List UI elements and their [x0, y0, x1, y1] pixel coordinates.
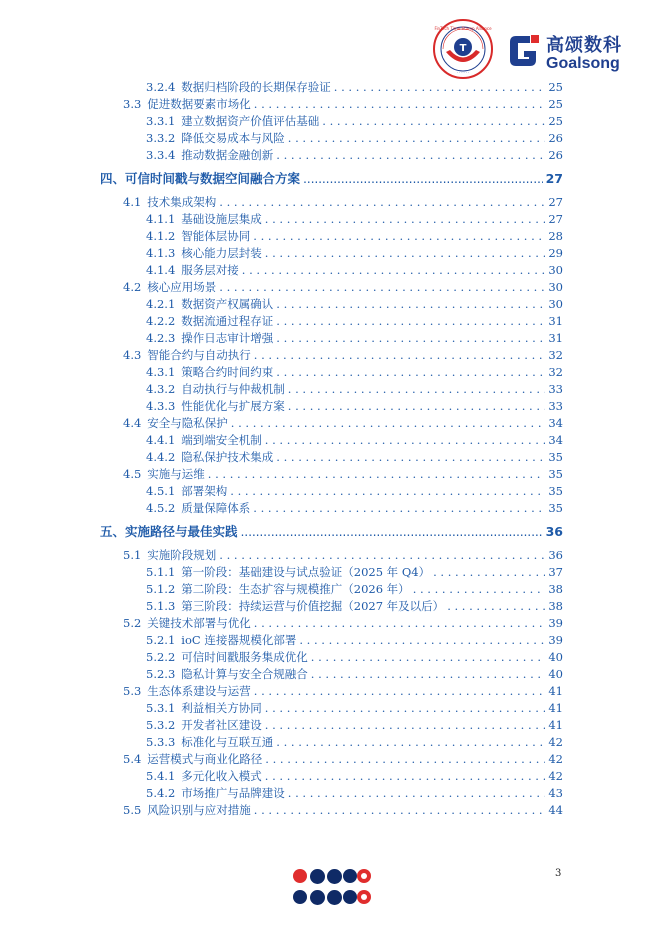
page-number: 3	[555, 868, 562, 879]
toc-dot-leader	[265, 717, 546, 734]
toc-dot-leader	[254, 96, 546, 113]
toc-entry[interactable]	[100, 802, 563, 819]
toc-entry-page: 34	[548, 433, 563, 447]
toc-dot-leader	[208, 466, 546, 483]
toc-entry[interactable]	[100, 700, 563, 717]
toc-entry-number: 5.3.3	[146, 735, 176, 749]
toc-dot-leader	[311, 649, 546, 666]
toc-dot-leader	[265, 768, 546, 785]
toc-entry-number: 5.1.2	[146, 582, 176, 596]
toc-dot-leader	[288, 398, 546, 415]
toc-entry[interactable]	[100, 262, 563, 279]
toc-dot-leader	[219, 279, 545, 296]
toc-dot-leader	[334, 79, 546, 96]
toc-entry-title: 降低交易成本与风险	[181, 131, 285, 145]
toc-entry[interactable]	[100, 547, 563, 564]
toc-entry-number: 4.3.3	[146, 399, 176, 413]
toc-entry-number: 4.3.2	[146, 382, 176, 396]
toc-entry-title: 操作日志审计增强	[181, 331, 274, 345]
toc-entry[interactable]	[100, 228, 563, 245]
toc-entry[interactable]	[100, 130, 563, 147]
toc-entry-title: 可信时间戳服务集成优化	[181, 650, 308, 664]
toc-dot-leader	[276, 330, 545, 347]
toc-entry-number: 4.4.2	[146, 450, 176, 464]
toc-entry-number: 3.3.1	[146, 114, 176, 128]
toc-dot-leader	[447, 598, 545, 615]
toc-entry-page: 31	[548, 331, 563, 345]
toc-entry-number: 5.3.2	[146, 718, 176, 732]
toc-entry[interactable]	[100, 147, 563, 164]
toc-dot-leader	[265, 432, 546, 449]
toc-entry-number: 5.2	[123, 616, 142, 630]
toc-entry-number: 5.2.1	[146, 633, 176, 647]
toc-entry-title: 关键技术部署与优化	[147, 616, 251, 630]
toc-entry-number: 4.1.4	[146, 263, 176, 277]
toc-entry-number: 5.1.1	[146, 565, 176, 579]
toc-dot-leader	[265, 245, 546, 262]
toc-entry[interactable]	[100, 96, 563, 113]
toc-entry-title: 基础设施层集成	[181, 212, 262, 226]
toc-entry-title: 标准化与互联互通	[181, 735, 274, 749]
toc-entry[interactable]	[100, 330, 563, 347]
toc-entry-page: 42	[548, 769, 563, 783]
toc-entry[interactable]	[100, 194, 563, 211]
toc-dot-leader	[219, 194, 545, 211]
toc-entry-number: 4.2.1	[146, 297, 176, 311]
brand-english-name: Goalsong	[546, 55, 620, 72]
toc-entry-title: 策略合约时间约束	[181, 365, 274, 379]
toc-dot-leader	[254, 347, 546, 364]
toc-entry-title: 实施阶段规划	[147, 548, 217, 562]
toc-entry-title: 数据归档阶段的长期保存验证	[181, 80, 331, 94]
toc-entry-number: 4.1.1	[146, 212, 176, 226]
toc-entry-number: 五、	[100, 524, 126, 539]
toc-entry[interactable]	[100, 432, 563, 449]
toc-dot-leader	[311, 666, 546, 683]
toc-entry[interactable]	[100, 649, 563, 666]
toc-entry-page: 26	[548, 131, 563, 145]
toc-chapter-entry[interactable]	[100, 164, 563, 194]
toc-entry-title: 数据流通过程存证	[181, 314, 274, 328]
toc-entry-page: 30	[548, 297, 563, 311]
toc-entry-title: ioC 连接器规模化部署	[181, 633, 297, 647]
toc-dot-leader	[253, 500, 545, 517]
toc-entry-title: 促进数据要素市场化	[147, 97, 251, 111]
toc-entry-title: 性能优化与扩展方案	[181, 399, 285, 413]
toc-entry[interactable]	[100, 279, 563, 296]
toc-dot-leader	[265, 751, 545, 768]
svg-text:FinTech Time-Stamp Alliance: FinTech Time-Stamp Alliance	[434, 26, 492, 31]
toc-dot-leader	[265, 700, 546, 717]
toc-entry-page: 41	[548, 701, 563, 715]
toc-entry-page: 35	[548, 450, 563, 464]
toc-entry-title: 推动数据金融创新	[181, 148, 274, 162]
toc-entry-page: 43	[548, 786, 563, 800]
toc-entry-page: 26	[548, 148, 563, 162]
toc-entry-page: 44	[548, 803, 563, 817]
toc-dot-leader	[253, 228, 545, 245]
toc-entry-page: 25	[548, 80, 563, 94]
toc-dot-leader	[276, 734, 545, 751]
toc-entry-number: 4.1	[123, 195, 142, 209]
goalsong-g-icon	[508, 32, 542, 70]
toc-entry-title: 风险识别与应对措施	[147, 803, 251, 817]
toc-entry-page: 41	[548, 718, 563, 732]
table-of-contents	[100, 79, 563, 819]
footer-dots-logo	[292, 866, 372, 908]
toc-entry-number: 5.4.1	[146, 769, 176, 783]
toc-entry-page: 30	[548, 280, 563, 294]
toc-entry-title: 智能体层协同	[181, 229, 251, 243]
toc-entry-page: 39	[548, 616, 563, 630]
toc-entry-title: 安全与隐私保护	[147, 416, 228, 430]
svg-text:· · · · · ·: · · · · · ·	[456, 71, 470, 75]
toc-entry-number: 4.4.1	[146, 433, 176, 447]
toc-entry-title: 服务层对接	[181, 263, 239, 277]
toc-dot-leader	[288, 381, 546, 398]
toc-entry-number: 4.3.1	[146, 365, 176, 379]
toc-entry[interactable]	[100, 615, 563, 632]
brand-name	[546, 36, 622, 72]
toc-entry[interactable]	[100, 381, 563, 398]
toc-dot-leader	[254, 802, 546, 819]
page-header	[0, 18, 662, 74]
toc-dot-leader	[231, 415, 546, 432]
toc-entry-page: 34	[548, 416, 563, 430]
toc-dot-leader	[276, 364, 545, 381]
toc-entry-title: 核心能力层封装	[181, 246, 262, 260]
toc-entry[interactable]	[100, 734, 563, 751]
toc-entry[interactable]	[100, 751, 563, 768]
toc-entry-page: 36	[545, 524, 563, 539]
toc-entry-number: 4.1.2	[146, 229, 176, 243]
toc-entry-page: 32	[548, 365, 563, 379]
toc-entry[interactable]	[100, 398, 563, 415]
toc-entry[interactable]	[100, 500, 563, 517]
toc-dot-leader	[219, 547, 545, 564]
toc-entry-page: 38	[548, 599, 563, 613]
toc-entry-number: 4.2	[123, 280, 142, 294]
toc-entry-page: 35	[548, 467, 563, 481]
toc-entry-page: 33	[548, 399, 563, 413]
toc-dot-leader	[241, 517, 543, 547]
toc-entry[interactable]	[100, 364, 563, 381]
toc-entry-title: 运营模式与商业化路径	[147, 752, 263, 766]
toc-entry-number: 5.1	[123, 548, 142, 562]
toc-dot-leader	[276, 147, 545, 164]
toc-entry-page: 28	[548, 229, 563, 243]
toc-entry-number: 5.3.1	[146, 701, 176, 715]
toc-entry-title: 质量保障体系	[181, 501, 251, 515]
toc-entry-page: 33	[548, 382, 563, 396]
alliance-seal-logo	[432, 18, 494, 80]
toc-entry[interactable]	[100, 581, 563, 598]
toc-entry-title: 隐私计算与安全合规融合	[181, 667, 308, 681]
toc-entry-title: 第一阶段：基础建设与试点验证（2025 年 Q4）	[181, 565, 431, 579]
brand-chinese-name: 高颂数科	[546, 35, 622, 56]
toc-entry-number: 四、	[100, 171, 126, 186]
toc-dot-leader	[299, 632, 545, 649]
toc-dot-leader	[413, 581, 546, 598]
toc-entry-title: 第三阶段：持续运营与价值挖掘（2027 年及以后）	[181, 599, 445, 613]
toc-dot-leader	[276, 313, 545, 330]
toc-entry-title: 自动执行与仲裁机制	[181, 382, 285, 396]
toc-entry[interactable]	[100, 632, 563, 649]
toc-entry[interactable]	[100, 466, 563, 483]
toc-entry-page: 41	[548, 684, 563, 698]
toc-entry-page: 37	[548, 565, 563, 579]
toc-entry[interactable]	[100, 785, 563, 802]
toc-entry-title: 建立数据资产价值评估基础	[181, 114, 320, 128]
toc-dot-leader	[265, 211, 546, 228]
toc-entry-title: 利益相关方协同	[181, 701, 262, 715]
toc-dot-leader	[242, 262, 546, 279]
toc-entry[interactable]	[100, 313, 563, 330]
toc-entry-number: 5.1.3	[146, 599, 176, 613]
toc-entry[interactable]	[100, 211, 563, 228]
toc-dot-leader	[303, 164, 543, 194]
toc-entry-page: 39	[548, 633, 563, 647]
toc-dot-leader	[288, 130, 546, 147]
toc-entry-page: 27	[548, 195, 563, 209]
toc-entry-number: 5.4	[123, 752, 142, 766]
toc-entry-page: 40	[548, 667, 563, 681]
toc-entry-title: 第二阶段：生态扩容与规模推广（2026 年）	[181, 582, 410, 596]
toc-entry-number: 4.1.3	[146, 246, 176, 260]
toc-entry[interactable]	[100, 347, 563, 364]
toc-entry[interactable]	[100, 415, 563, 432]
toc-dot-leader	[276, 449, 545, 466]
toc-entry-page: 25	[548, 114, 563, 128]
toc-entry-number: 5.2.2	[146, 650, 176, 664]
toc-dot-leader	[254, 615, 546, 632]
toc-entry-page: 42	[548, 735, 563, 749]
toc-entry[interactable]	[100, 483, 563, 500]
toc-dot-leader	[254, 683, 546, 700]
toc-entry-title: 数据资产权属确认	[181, 297, 274, 311]
toc-entry-title: 隐私保护技术集成	[181, 450, 274, 464]
toc-entry-number: 4.3	[123, 348, 142, 362]
toc-entry[interactable]	[100, 683, 563, 700]
toc-entry-number: 4.5.2	[146, 501, 176, 515]
toc-dot-leader	[230, 483, 545, 500]
svg-text:T: T	[459, 43, 467, 54]
toc-entry[interactable]	[100, 598, 563, 615]
toc-entry-number: 5.2.3	[146, 667, 176, 681]
toc-entry[interactable]	[100, 79, 563, 96]
toc-entry-number: 5.3	[123, 684, 142, 698]
toc-dot-leader	[276, 296, 545, 313]
toc-entry[interactable]	[100, 113, 563, 130]
toc-entry-number: 3.3.4	[146, 148, 176, 162]
toc-entry-number: 4.2.3	[146, 331, 176, 345]
toc-entry-title: 多元化收入模式	[181, 769, 262, 783]
toc-dot-leader	[288, 785, 546, 802]
toc-entry-page: 38	[548, 582, 563, 596]
toc-entry-title: 智能合约与自动执行	[147, 348, 251, 362]
toc-entry-page: 36	[548, 548, 563, 562]
toc-entry-number: 4.5.1	[146, 484, 176, 498]
toc-entry-page: 27	[545, 171, 563, 186]
toc-entry-title: 市场推广与品牌建设	[181, 786, 285, 800]
toc-entry-number: 3.3.2	[146, 131, 176, 145]
toc-entry-title: 可信时间戳与数据空间融合方案	[125, 171, 301, 186]
toc-entry-page: 35	[548, 501, 563, 515]
toc-entry-title: 端到端安全机制	[181, 433, 262, 447]
toc-dot-leader	[433, 564, 545, 581]
toc-entry-title: 开发者社区建设	[181, 718, 262, 732]
toc-entry-number: 4.2.2	[146, 314, 176, 328]
toc-entry-page: 30	[548, 263, 563, 277]
toc-entry[interactable]	[100, 296, 563, 313]
toc-entry[interactable]	[100, 768, 563, 785]
toc-entry-number: 3.2.4	[146, 80, 176, 94]
toc-entry-number: 5.4.2	[146, 786, 176, 800]
toc-entry-title: 技术集成架构	[147, 195, 217, 209]
toc-entry-page: 29	[548, 246, 563, 260]
toc-dot-leader	[322, 113, 545, 130]
toc-entry-number: 3.3	[123, 97, 142, 111]
toc-entry-number: 4.4	[123, 416, 142, 430]
toc-entry-title: 部署架构	[181, 484, 228, 498]
toc-entry-page: 42	[548, 752, 563, 766]
toc-entry[interactable]	[100, 717, 563, 734]
toc-entry-page: 31	[548, 314, 563, 328]
toc-entry-title: 生态体系建设与运营	[147, 684, 251, 698]
toc-entry-page: 25	[548, 97, 563, 111]
toc-entry-page: 35	[548, 484, 563, 498]
toc-entry-title: 实施路径与最佳实践	[125, 524, 238, 539]
toc-entry[interactable]	[100, 449, 563, 466]
toc-entry[interactable]	[100, 564, 563, 581]
toc-entry-page: 32	[548, 348, 563, 362]
toc-entry-title: 实施与运维	[147, 467, 205, 481]
toc-entry-page: 27	[548, 212, 563, 226]
toc-entry-page: 40	[548, 650, 563, 664]
toc-entry-title: 核心应用场景	[147, 280, 217, 294]
toc-entry[interactable]	[100, 666, 563, 683]
toc-entry[interactable]	[100, 245, 563, 262]
toc-chapter-entry[interactable]	[100, 517, 563, 547]
toc-entry-number: 5.5	[123, 803, 142, 817]
toc-entry-number: 4.5	[123, 467, 142, 481]
